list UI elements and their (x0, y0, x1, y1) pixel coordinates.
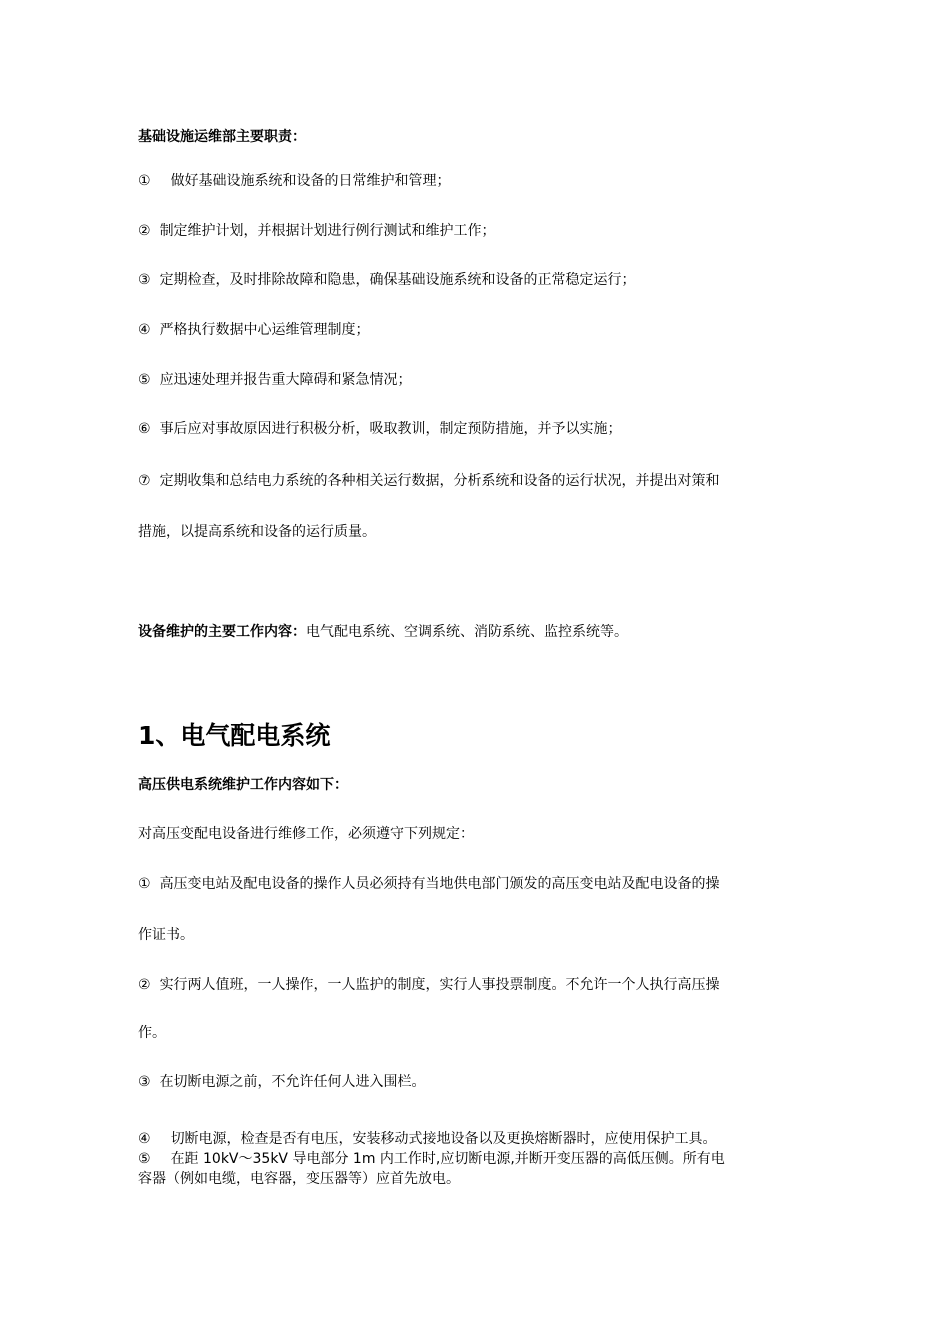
item-text: 做好基础设施系统和设备的日常维护和管理； (170, 173, 451, 189)
list-item (138, 975, 720, 995)
list-item (138, 1072, 426, 1092)
list-item (138, 270, 636, 290)
item-text: 定期检查，及时排除故障和隐患，确保基础设施系统和设备的正常稳定运行； (159, 272, 636, 288)
list-item-continuation: 作证书。 (138, 927, 194, 943)
item-text: 实行两人值班，一人操作，一人监护的制度，实行人事投票制度。不允许一个人执行高压操 (159, 977, 720, 993)
item-number: ⑥ (138, 421, 151, 437)
item-number: ③ (138, 1074, 151, 1090)
electrical-intro: 对高压变配电设备进行维修工作，必须遵守下列规定： (138, 826, 474, 842)
list-item (138, 171, 451, 191)
list-item (138, 1129, 717, 1149)
item-number: ④ (138, 322, 151, 338)
maintenance-text: 电气配电系统、空调系统、消防系统、监控系统等。 (306, 624, 628, 640)
item-text: 事后应对事故原因进行积极分析，吸取教训，制定预防措施，并予以实施； (159, 421, 622, 437)
item-number: ④ (138, 1131, 151, 1147)
list-item (138, 320, 370, 340)
list-item-continuation: 作。 (138, 1025, 166, 1041)
item-text: 高压变电站及配电设备的操作人员必须持有当地供电部门颁发的高压变电站及配电设备的操 (159, 876, 720, 892)
list-item (138, 221, 496, 241)
item-text: 应迅速处理并报告重大障碍和紧急情况； (159, 372, 412, 388)
item-number: ⑤ (138, 1151, 151, 1167)
maintenance-label: 设备维护的主要工作内容： (138, 624, 306, 640)
item-number: ① (138, 876, 151, 892)
list-item-continuation: 措施，以提高系统和设备的运行质量。 (138, 524, 376, 540)
item-text: 定期收集和总结电力系统的各种相关运行数据，分析系统和设备的运行状况，并提出对策和 (159, 473, 720, 489)
item-number: ⑦ (138, 473, 151, 489)
section1-heading: 基础设施运维部主要职责： (138, 129, 306, 145)
list-item (138, 1149, 725, 1169)
list-item (138, 419, 622, 439)
item-text: 严格执行数据中心运维管理制度； (159, 322, 370, 338)
maintenance-line (138, 622, 628, 642)
item-text: 在切断电源之前，不允许任何人进入围栏。 (159, 1074, 426, 1090)
list-item-continuation: 容器（例如电缆，电容器，变压器等）应首先放电。 (138, 1171, 460, 1187)
item-number: ① (138, 173, 151, 189)
list-item (138, 370, 412, 390)
item-number: ② (138, 223, 151, 239)
list-item (138, 874, 720, 894)
item-number: ⑤ (138, 372, 151, 388)
item-number: ② (138, 977, 151, 993)
item-text: 制定维护计划，并根据计划进行例行测试和维护工作； (159, 223, 496, 239)
item-number: ③ (138, 272, 151, 288)
list-item (138, 471, 720, 491)
item-text: 在距 10kV～35kV 导电部分 1m 内工作时,应切断电源,并断开变压器的高低压侧。所有电 (170, 1151, 725, 1167)
section-title: 1、电气配电系统 (138, 721, 331, 750)
item-text: 切断电源，检查是否有电压，安装移动式接地设备以及更换熔断器时，应使用保护工具。 (170, 1131, 717, 1147)
electrical-subheading: 高压供电系统维护工作内容如下： (138, 777, 348, 793)
